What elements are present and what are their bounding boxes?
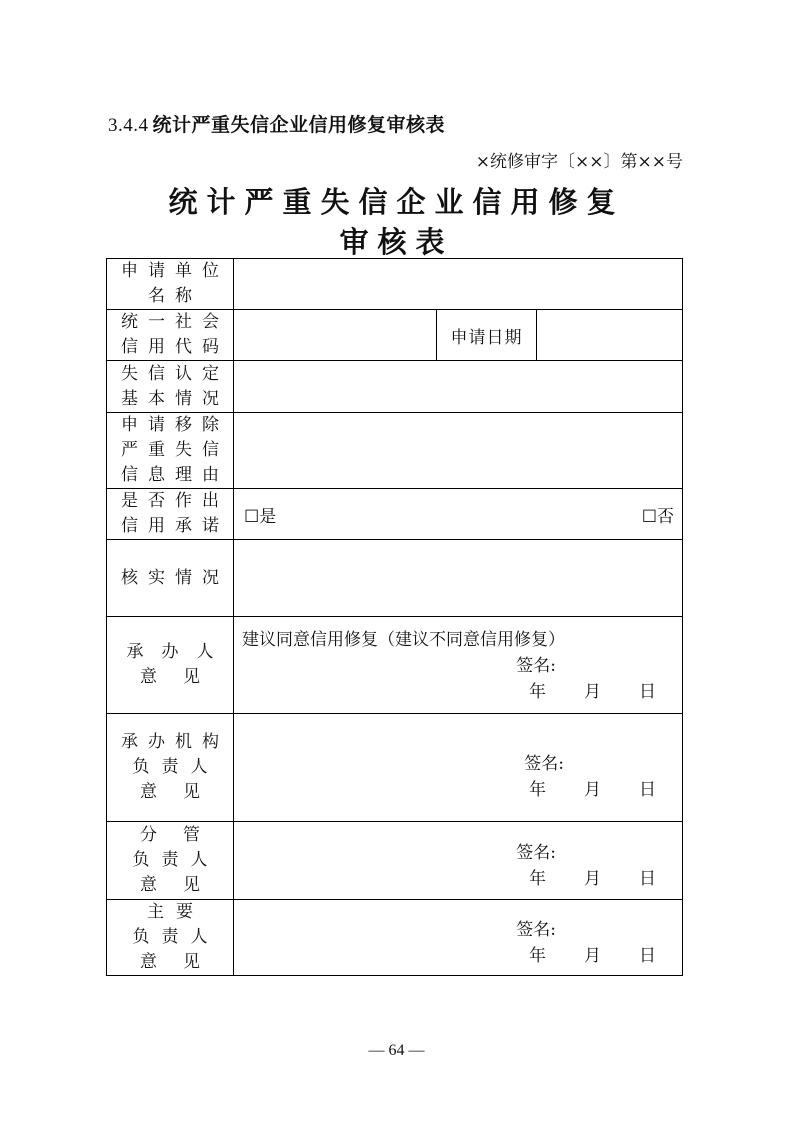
field-promise: [234, 489, 683, 540]
row-basic-info: [107, 361, 683, 413]
label-credit-code: 统一社会 信用代码: [107, 310, 234, 361]
field-verification[interactable]: [234, 540, 683, 617]
label-promise: 是否作出 信用承诺: [107, 489, 234, 540]
row-removal-reason: [107, 413, 683, 489]
label-supervisor-opinion: 分管 负责人 意见: [107, 822, 234, 900]
label-removal-reason: 申请移除 严重失信 信息理由: [107, 413, 234, 489]
label-apply-date: 申请日期: [437, 310, 537, 361]
supervisor-date: [242, 866, 674, 892]
field-credit-code[interactable]: [234, 310, 437, 361]
month-label: 月: [584, 868, 602, 889]
label-basic-info: 失信认定 基本情况: [107, 361, 234, 413]
day-label: 日: [639, 682, 657, 702]
section-title: 统计严重失信企业信用修复审核表: [152, 114, 446, 136]
form-title-line1: 统计严重失信企业信用修复: [168, 185, 625, 219]
row-credit-code: [107, 310, 683, 361]
field-apply-date[interactable]: [537, 310, 683, 361]
handler-opinion-text: 建议同意信用修复（建议不同意信用修复）: [242, 630, 565, 650]
handling-org-signature-label: 签名:: [524, 753, 565, 774]
row-promise: [107, 489, 683, 540]
row-handler-opinion: [107, 617, 683, 714]
row-principal-opinion: [107, 900, 683, 976]
handler-signature-label: 签名:: [516, 656, 557, 676]
promise-no-checkbox[interactable]: ☐否: [641, 506, 675, 527]
handling-org-date: [242, 777, 674, 803]
section-heading: [108, 110, 445, 137]
label-handler-opinion: 承办人 意见: [107, 617, 234, 714]
day-label: 日: [639, 868, 657, 889]
row-handling-org-opinion: [107, 714, 683, 822]
year-label: 年: [529, 868, 547, 889]
document-number: ×统修审字〔××〕第××号: [475, 152, 683, 172]
field-handler-opinion[interactable]: [234, 617, 683, 714]
day-label: 日: [639, 945, 657, 966]
field-handling-org-opinion[interactable]: [234, 714, 683, 822]
row-supervisor-opinion: [107, 822, 683, 900]
principal-signature-label: 签名:: [516, 919, 557, 940]
principal-date: [242, 943, 674, 969]
field-supervisor-opinion[interactable]: [234, 822, 683, 900]
promise-yes-checkbox[interactable]: ☐是: [244, 506, 277, 527]
review-form-table: [106, 258, 683, 976]
form-title-line2: 审核表: [339, 225, 454, 259]
label-handling-org-opinion: 承办机构 负责人 意见: [107, 714, 234, 822]
label-principal-opinion: 主要 负责人 意见: [107, 900, 234, 976]
field-principal-opinion[interactable]: [234, 900, 683, 976]
month-label: 月: [584, 945, 602, 966]
section-number: 3.4.4: [108, 115, 149, 136]
year-label: 年: [529, 682, 547, 702]
field-applicant-name[interactable]: [234, 259, 683, 310]
handler-date: [242, 679, 674, 705]
row-applicant-name: [107, 259, 683, 310]
month-label: 月: [584, 779, 602, 800]
field-removal-reason[interactable]: [234, 413, 683, 489]
page-number: — 64 —: [368, 1042, 425, 1059]
field-basic-info[interactable]: [234, 361, 683, 413]
label-applicant-name: 申请单位 名称: [107, 259, 234, 310]
label-verification: 核实情况: [107, 540, 234, 617]
supervisor-signature-label: 签名:: [516, 842, 557, 863]
year-label: 年: [529, 945, 547, 966]
year-label: 年: [529, 779, 547, 800]
row-verification: [107, 540, 683, 617]
day-label: 日: [639, 779, 657, 800]
month-label: 月: [584, 682, 602, 702]
